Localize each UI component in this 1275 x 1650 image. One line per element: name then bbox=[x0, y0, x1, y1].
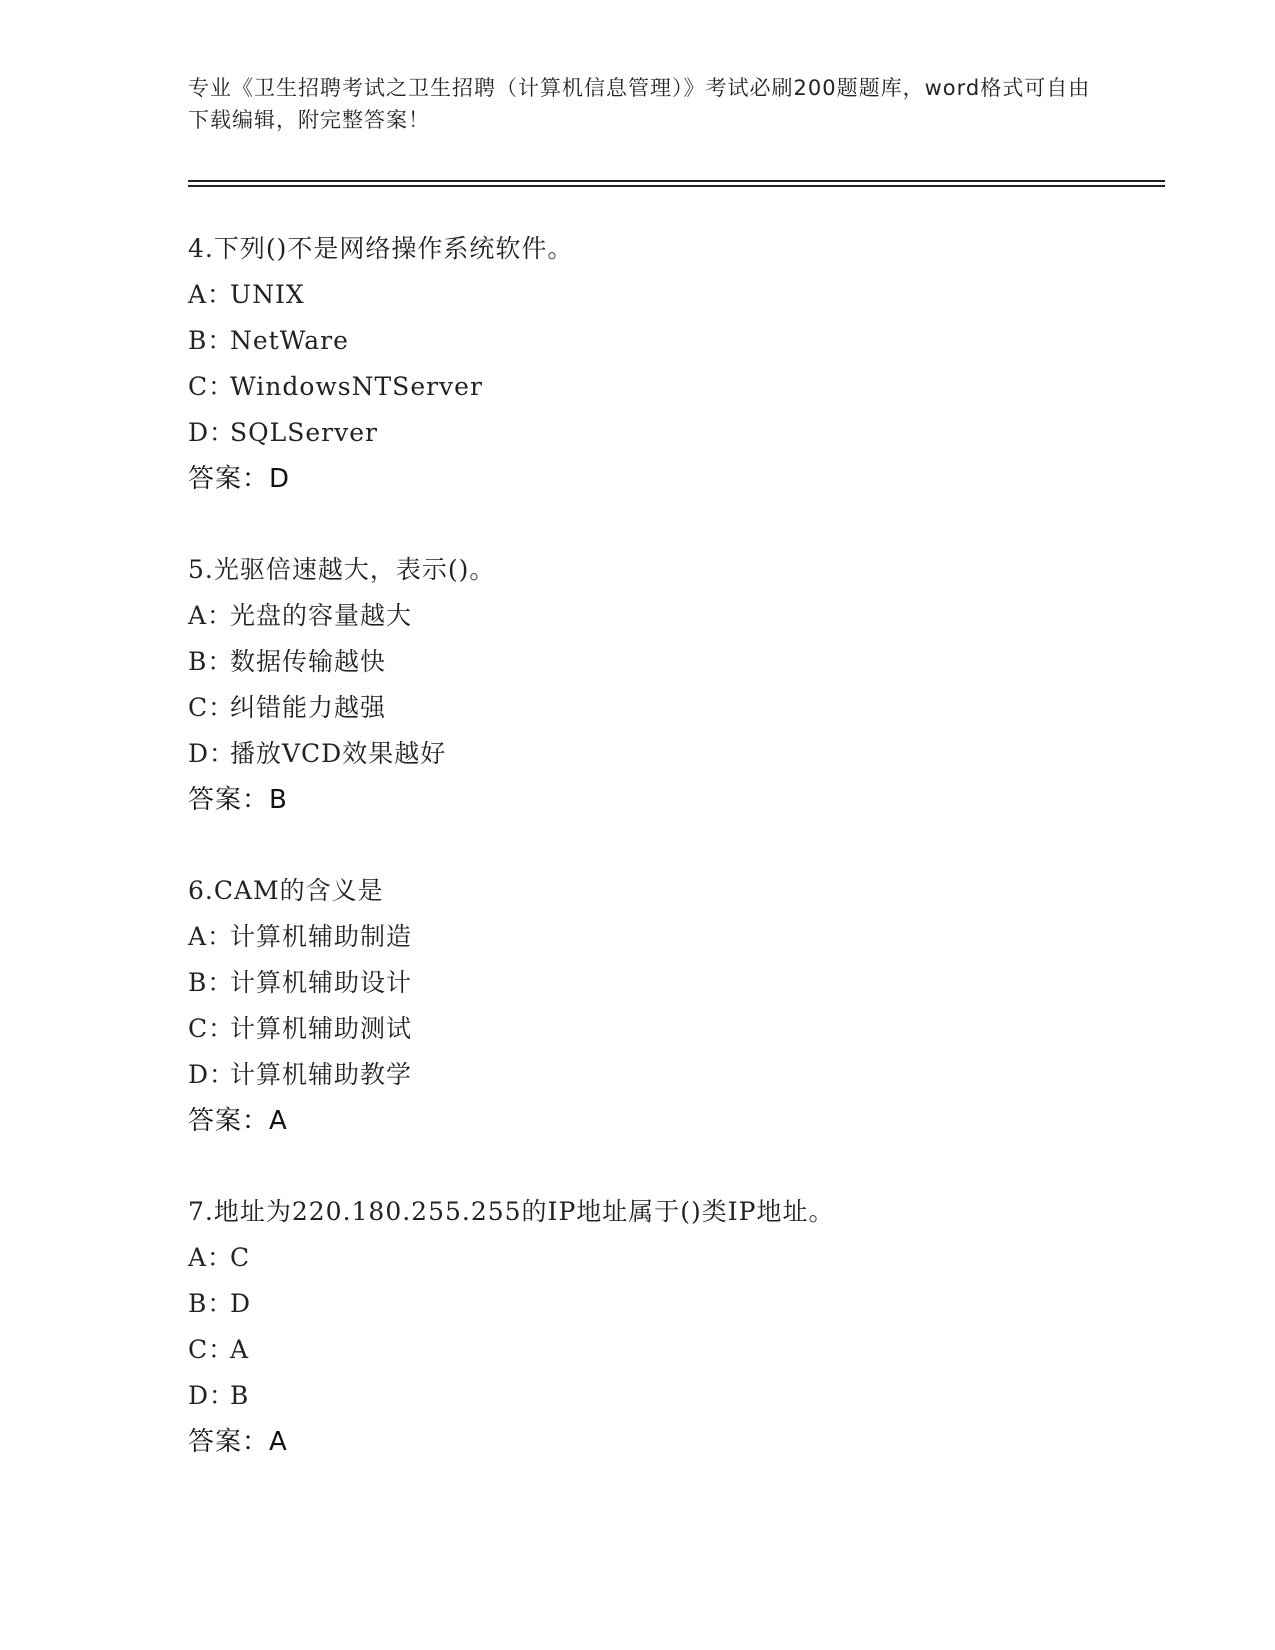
option-text: 计算机辅助测试 bbox=[230, 1014, 413, 1043]
answer: 答案：D bbox=[188, 464, 291, 494]
option-c bbox=[188, 364, 1148, 410]
option-text: 计算机辅助教学 bbox=[230, 1060, 413, 1089]
option-label: A： bbox=[188, 922, 234, 951]
question-title: 7.地址为220.180.255.255的IP地址属于()类IP地址。 bbox=[188, 1197, 835, 1226]
option-text: 纠错能力越强 bbox=[230, 693, 387, 722]
header-divider-bottom bbox=[188, 185, 1165, 187]
question-title: 5.光驱倍速越大，表示()。 bbox=[188, 555, 496, 584]
option-text: A bbox=[230, 1335, 250, 1364]
option-text: SQLServer bbox=[230, 418, 378, 447]
option-label: C： bbox=[188, 1335, 235, 1364]
option-d bbox=[188, 410, 1148, 456]
option-text: 计算机辅助设计 bbox=[230, 968, 413, 997]
option-label: A： bbox=[188, 1243, 234, 1272]
option-label: C： bbox=[188, 1014, 235, 1043]
option-text: NetWare bbox=[230, 326, 349, 355]
question-4 bbox=[188, 226, 1148, 502]
option-label: A： bbox=[188, 601, 234, 630]
option-text: UNIX bbox=[230, 280, 305, 309]
option-c bbox=[188, 1006, 1148, 1052]
option-label: B： bbox=[188, 1289, 234, 1318]
option-c bbox=[188, 685, 1148, 731]
option-text: B bbox=[230, 1381, 250, 1410]
option-label: D： bbox=[188, 739, 236, 768]
option-text: 计算机辅助制造 bbox=[230, 922, 413, 951]
option-a bbox=[188, 593, 1148, 639]
option-label: D： bbox=[188, 418, 236, 447]
option-label: A： bbox=[188, 280, 234, 309]
option-b bbox=[188, 960, 1148, 1006]
answer: 答案：A bbox=[188, 1427, 288, 1457]
option-label: B： bbox=[188, 968, 234, 997]
option-a bbox=[188, 1235, 1148, 1281]
option-label: D： bbox=[188, 1060, 236, 1089]
option-text: D bbox=[230, 1289, 252, 1318]
answer: 答案：A bbox=[188, 1106, 288, 1136]
option-text: 光盘的容量越大 bbox=[230, 601, 413, 630]
question-7 bbox=[188, 1189, 1148, 1465]
option-label: B： bbox=[188, 326, 234, 355]
question-title: 6.CAM的含义是 bbox=[188, 876, 384, 905]
option-a bbox=[188, 272, 1148, 318]
option-d bbox=[188, 1373, 1148, 1419]
option-b bbox=[188, 639, 1148, 685]
option-text: WindowsNTServer bbox=[230, 372, 483, 401]
question-6 bbox=[188, 868, 1148, 1144]
option-text: C bbox=[230, 1243, 251, 1272]
question-5 bbox=[188, 547, 1148, 823]
document-header: 专业《卫生招聘考试之卫生招聘（计算机信息管理）》考试必刷200题题库，word格式可自由下载编辑，附完整答案！ bbox=[188, 76, 1091, 132]
option-c bbox=[188, 1327, 1148, 1373]
option-d bbox=[188, 1052, 1148, 1098]
question-title: 4.下列()不是网络操作系统软件。 bbox=[188, 234, 574, 263]
option-text: 播放VCD效果越好 bbox=[230, 739, 447, 768]
header-divider-top bbox=[188, 180, 1165, 182]
option-label: C： bbox=[188, 372, 235, 401]
answer: 答案：B bbox=[188, 785, 288, 815]
option-b bbox=[188, 1281, 1148, 1327]
option-label: D： bbox=[188, 1381, 236, 1410]
option-label: C： bbox=[188, 693, 235, 722]
option-text: 数据传输越快 bbox=[230, 647, 387, 676]
option-b bbox=[188, 318, 1148, 364]
option-d bbox=[188, 731, 1148, 777]
option-label: B： bbox=[188, 647, 234, 676]
option-a bbox=[188, 914, 1148, 960]
